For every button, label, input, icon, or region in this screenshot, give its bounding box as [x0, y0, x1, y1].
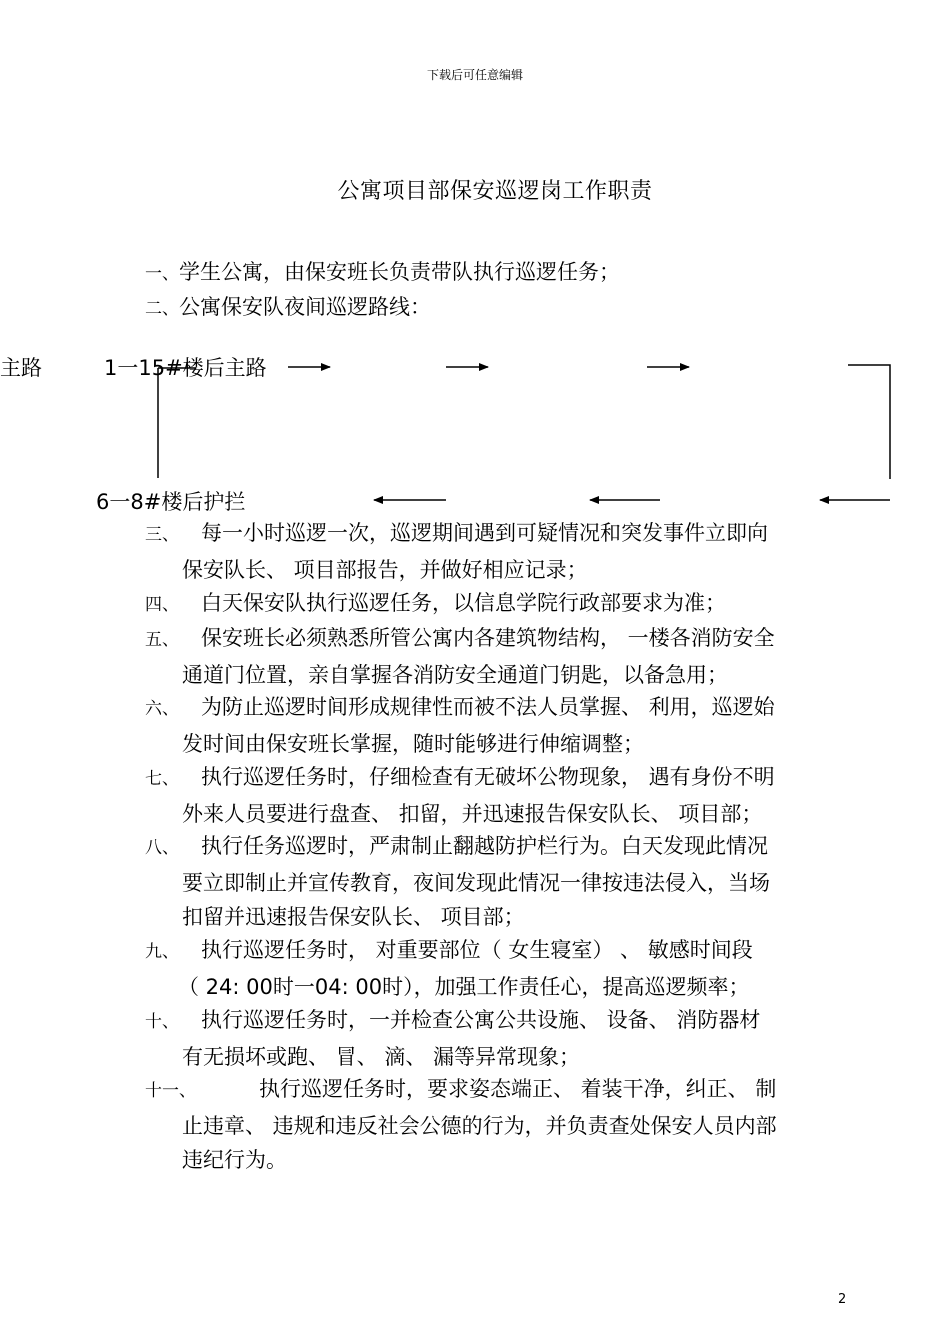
duty-item-8 — [145, 829, 855, 935]
item-text: 学生公寓，由保安班长负责带队执行巡逻任务； — [179, 260, 620, 284]
item-text: 公寓保安队夜间巡逻路线： — [179, 295, 431, 319]
item-text-cont: 通道门位置，亲自掌握各消防安全通道门钥匙，以备急用； — [182, 662, 728, 687]
item-text-cont: 有无损坏或跑、 冒、 滴、 漏等异常现象； — [182, 1044, 581, 1069]
duty-item-10 — [145, 1003, 855, 1074]
item-text-cont: 要立即制止并宣传教育，夜间发现此情况一律按违法侵入，当场 — [182, 870, 770, 895]
duty-item-3 — [145, 516, 855, 587]
item-text: 执行巡逻任务时， 对重要部位（ 女生寝室） 、 敏感时间段 — [201, 938, 753, 962]
item-text: 执行巡逻任务时，一并检查公寓公共设施、 设备、 消防器材 — [201, 1008, 761, 1032]
diagram-label-main-road: 主路 — [0, 356, 42, 380]
route-right-edge — [848, 365, 890, 479]
item-text-cont: 外来人员要进行盘查、 扣留，并迅速报告保安队长、 项目部； — [182, 801, 763, 826]
item-text-cont: 违纪行为。 — [182, 1148, 287, 1173]
item-number: 三、 — [145, 525, 179, 545]
item-number: 七、 — [145, 769, 179, 789]
header-note: 下载后可任意编辑 — [426, 68, 523, 82]
item-number: 六、 — [145, 699, 179, 719]
item-text: 执行巡逻任务时，要求姿态端正、 着装干净，纠正、 制 — [259, 1077, 777, 1101]
item-text-cont: 保安队长、 项目部报告，并做好相应记录； — [182, 557, 588, 582]
duty-item-6 — [145, 690, 855, 761]
duty-item-9 — [145, 933, 855, 1004]
item-number: 二、 — [145, 299, 179, 319]
duty-item-11 — [145, 1072, 855, 1178]
item-number: 五、 — [145, 630, 179, 650]
item-number: 四、 — [145, 595, 179, 615]
item-number: 十、 — [145, 1012, 179, 1032]
item-number: 一、 — [145, 264, 179, 284]
item-text: 执行巡逻任务时，仔细检查有无破坏公物现象， 遇有身份不明 — [201, 765, 775, 789]
item-text: 每一小时巡逻一次，巡逻期间遇到可疑情况和突发事件立即向 — [201, 521, 768, 545]
duty-item-4 — [145, 586, 855, 623]
item-number: 八、 — [145, 838, 179, 858]
duty-item-5 — [145, 621, 855, 692]
item-text: 执行任务巡逻时，严肃制止翻越防护栏行为。白天发现此情况 — [201, 834, 768, 858]
item-text-cont: 发时间由保安班长掌握，随时能够进行伸缩调整； — [182, 731, 644, 756]
item-text-cont: 止违章、 违规和违反社会公德的行为，并负责查处保安人员内部 — [182, 1113, 777, 1138]
intro-item-1 — [145, 255, 620, 291]
page-number: 2 — [838, 1292, 847, 1307]
document-title: 公寓项目部保安巡逻岗工作职责 — [337, 179, 653, 204]
patrol-route-diagram — [0, 340, 950, 520]
item-number: 九、 — [145, 942, 179, 962]
diagram-label-route-top: 1一15#楼后主路 — [104, 356, 267, 380]
diagram-label-route-bottom: 6一8#楼后护拦 — [96, 490, 246, 514]
duty-item-7 — [145, 760, 855, 831]
item-text: 保安班长必须熟悉所管公寓内各建筑物结构， 一楼各消防安全 — [201, 626, 775, 650]
item-number: 十一、 — [145, 1081, 196, 1101]
item-text-cont: 扣留并迅速报告保安队长、 项目部； — [182, 905, 525, 930]
item-text: 为防止巡逻时间形成规律性而被不法人员掌握、 利用，巡逻始 — [201, 695, 775, 719]
item-text-cont: （ 24: 00时一04: 00时），加强工作责任心，提高巡逻频率； — [178, 974, 750, 999]
item-text: 白天保安队执行巡逻任务，以信息学院行政部要求为准； — [201, 591, 726, 615]
intro-item-2 — [145, 290, 431, 326]
